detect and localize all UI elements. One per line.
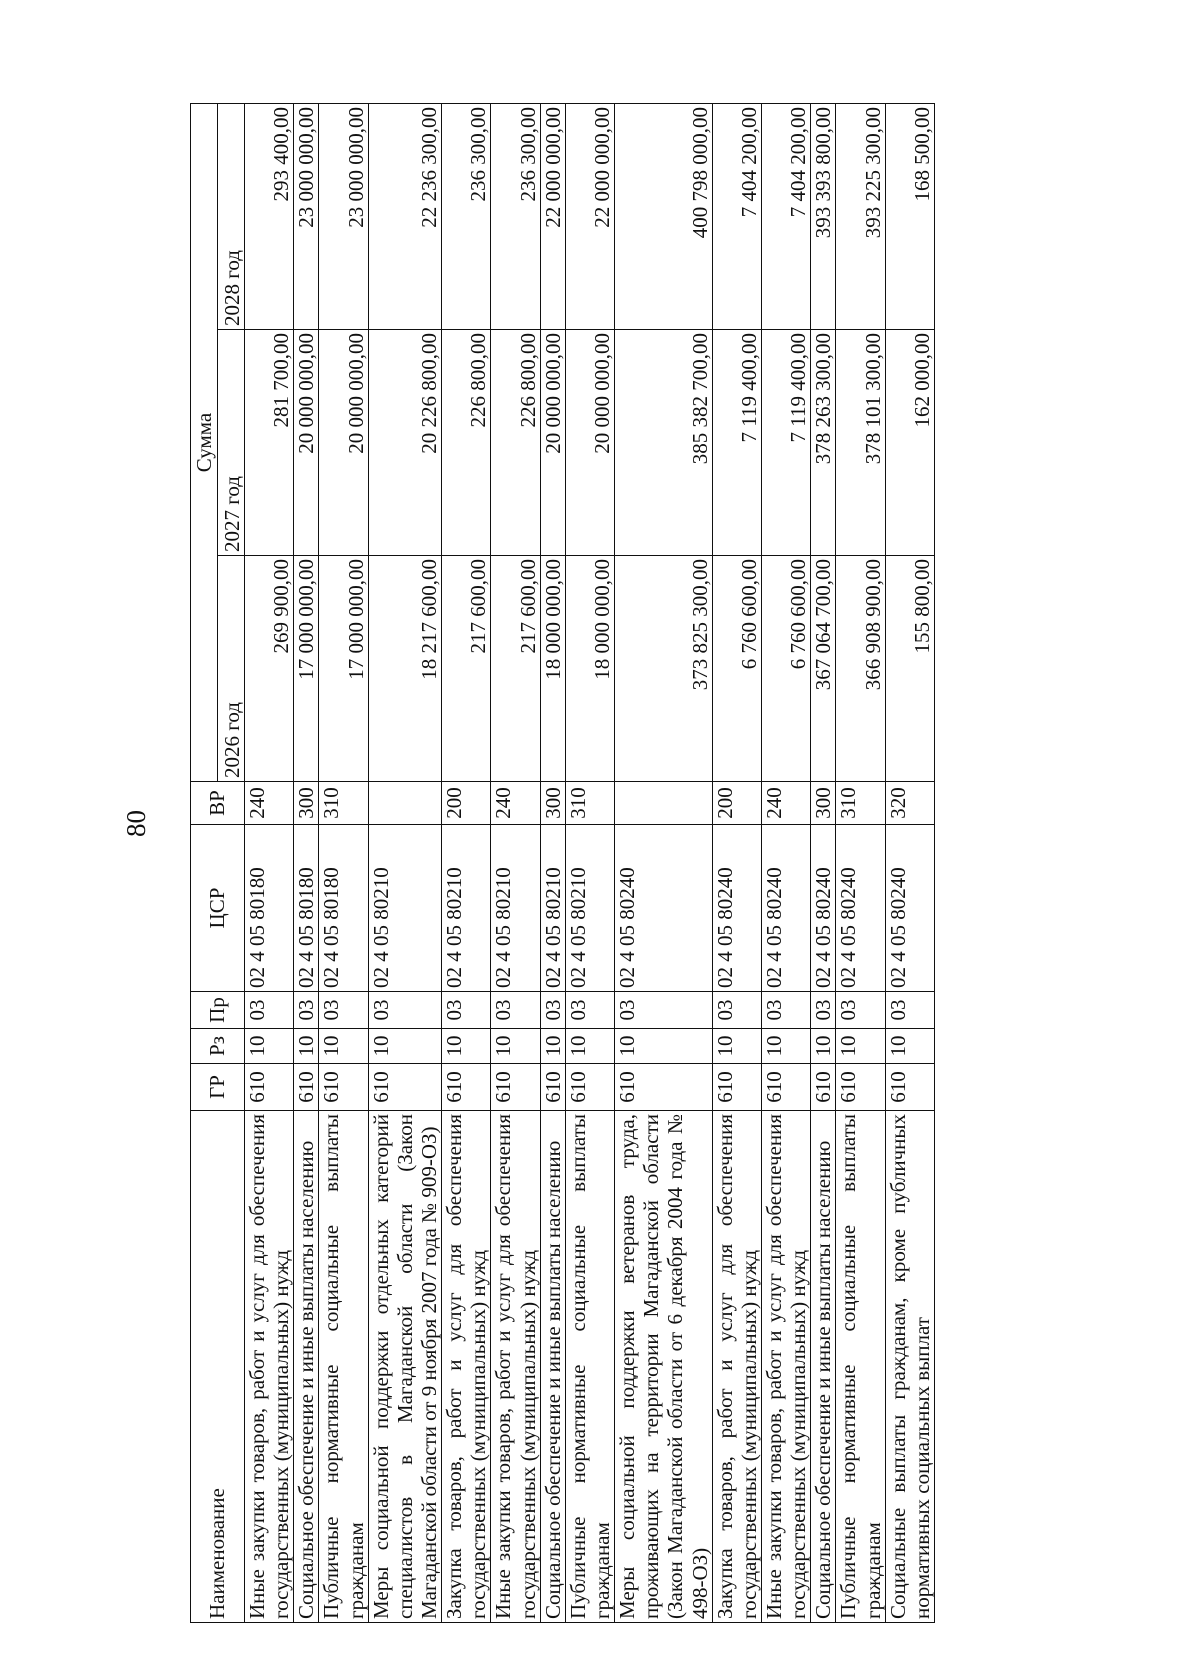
cell-vr: 310	[836, 782, 885, 825]
cell-vr: 200	[712, 782, 761, 825]
cell-2028: 23 000 000,00	[294, 104, 319, 330]
page-number: 80	[121, 810, 151, 837]
cell-vr	[615, 782, 713, 825]
cell-rz: 10	[615, 1029, 713, 1064]
cell-gr: 610	[761, 1064, 810, 1111]
cell-gr: 610	[540, 1064, 565, 1111]
cell-pr: 03	[712, 992, 761, 1029]
cell-2028: 22 000 000,00	[565, 104, 614, 330]
table-row	[712, 104, 761, 1623]
cell-2027: 385 382 700,00	[615, 330, 713, 556]
cell-name: Публичные нормативные социальные выплаты гражданам	[836, 1111, 885, 1623]
cell-2026: 18 217 600,00	[368, 556, 441, 782]
cell-2027: 20 000 000,00	[294, 330, 319, 556]
table-row	[540, 104, 565, 1623]
cell-2026: 217 600,00	[442, 556, 491, 782]
cell-gr: 610	[368, 1064, 441, 1111]
cell-2027: 7 119 400,00	[712, 330, 761, 556]
cell-2028: 168 500,00	[885, 104, 934, 330]
cell-pr: 03	[540, 992, 565, 1029]
cell-pr: 03	[319, 992, 368, 1029]
cell-vr: 240	[491, 782, 540, 825]
cell-pr: 03	[885, 992, 934, 1029]
cell-csr: 02 4 05 80240	[761, 825, 810, 992]
table-row	[245, 104, 294, 1623]
cell-pr: 03	[368, 992, 441, 1029]
table-container	[190, 103, 1010, 1623]
cell-vr: 320	[885, 782, 934, 825]
table-body	[245, 104, 935, 1623]
cell-pr: 03	[442, 992, 491, 1029]
cell-2027: 226 800,00	[442, 330, 491, 556]
cell-vr: 310	[319, 782, 368, 825]
cell-2026: 155 800,00	[885, 556, 934, 782]
header-year-2026: 2026 год	[218, 556, 245, 782]
cell-name: Иные закупки товаров, работ и услуг для обеспечения государственных (муниципальных) нужд	[761, 1111, 810, 1623]
cell-name: Социальные выплаты гражданам, кроме публичных нормативных социальных выплат	[885, 1111, 934, 1623]
cell-gr: 610	[294, 1064, 319, 1111]
cell-2026: 18 000 000,00	[540, 556, 565, 782]
header-rz: Рз	[191, 1029, 245, 1064]
cell-2026: 18 000 000,00	[565, 556, 614, 782]
cell-2026: 217 600,00	[491, 556, 540, 782]
cell-2026: 17 000 000,00	[319, 556, 368, 782]
cell-csr: 02 4 05 80210	[442, 825, 491, 992]
cell-2027: 7 119 400,00	[761, 330, 810, 556]
cell-name: Меры социальной поддержки ветеранов труда, проживающих на территории Магаданской области (Закон Магаданской области от 6 декабря 2004 года № 498-ОЗ)	[615, 1111, 713, 1623]
cell-rz: 10	[761, 1029, 810, 1064]
cell-2028: 236 300,00	[491, 104, 540, 330]
cell-csr: 02 4 05 80240	[885, 825, 934, 992]
cell-name: Социальное обеспечение и иные выплаты населению	[294, 1111, 319, 1623]
header-csr: ЦСР	[191, 825, 245, 992]
table-row	[565, 104, 614, 1623]
cell-2027: 20 000 000,00	[540, 330, 565, 556]
cell-rz: 10	[294, 1029, 319, 1064]
table-row	[368, 104, 441, 1623]
cell-vr: 240	[245, 782, 294, 825]
header-sum: Сумма	[191, 104, 218, 782]
cell-csr: 02 4 05 80210	[540, 825, 565, 992]
table-row	[811, 104, 836, 1623]
cell-csr: 02 4 05 80240	[615, 825, 713, 992]
cell-name: Публичные нормативные социальные выплаты гражданам	[319, 1111, 368, 1623]
cell-2027: 20 226 800,00	[368, 330, 441, 556]
header-gr: ГР	[191, 1064, 245, 1111]
cell-vr: 240	[761, 782, 810, 825]
cell-vr: 300	[294, 782, 319, 825]
cell-vr: 300	[540, 782, 565, 825]
cell-pr: 03	[761, 992, 810, 1029]
cell-2026: 6 760 600,00	[712, 556, 761, 782]
cell-2027: 162 000,00	[885, 330, 934, 556]
cell-gr: 610	[836, 1064, 885, 1111]
table-row	[491, 104, 540, 1623]
cell-2026: 366 908 900,00	[836, 556, 885, 782]
cell-2027: 20 000 000,00	[565, 330, 614, 556]
cell-pr: 03	[294, 992, 319, 1029]
cell-2028: 23 000 000,00	[319, 104, 368, 330]
cell-csr: 02 4 05 80210	[565, 825, 614, 992]
cell-gr: 610	[885, 1064, 934, 1111]
table-row	[836, 104, 885, 1623]
cell-pr: 03	[836, 992, 885, 1029]
cell-rz: 10	[811, 1029, 836, 1064]
cell-rz: 10	[491, 1029, 540, 1064]
cell-rz: 10	[836, 1029, 885, 1064]
cell-2027: 20 000 000,00	[319, 330, 368, 556]
cell-2028: 293 400,00	[245, 104, 294, 330]
cell-rz: 10	[245, 1029, 294, 1064]
cell-pr: 03	[811, 992, 836, 1029]
cell-2026: 269 900,00	[245, 556, 294, 782]
table-row	[442, 104, 491, 1623]
cell-csr: 02 4 05 80240	[811, 825, 836, 992]
cell-name: Социальное обеспечение и иные выплаты населению	[540, 1111, 565, 1623]
cell-gr: 610	[491, 1064, 540, 1111]
header-name: Наименование	[191, 1111, 245, 1623]
header-vr: ВР	[191, 782, 245, 825]
cell-vr: 200	[442, 782, 491, 825]
cell-csr: 02 4 05 80180	[294, 825, 319, 992]
table-header-row	[191, 104, 218, 1623]
cell-csr: 02 4 05 80210	[491, 825, 540, 992]
cell-2026: 367 064 700,00	[811, 556, 836, 782]
cell-csr: 02 4 05 80180	[245, 825, 294, 992]
cell-vr: 310	[565, 782, 614, 825]
cell-2028: 22 236 300,00	[368, 104, 441, 330]
cell-csr: 02 4 05 80180	[319, 825, 368, 992]
cell-name: Закупка товаров, работ и услуг для обеспечения государственных (муниципальных) нужд	[442, 1111, 491, 1623]
cell-2028: 400 798 000,00	[615, 104, 713, 330]
cell-rz: 10	[565, 1029, 614, 1064]
cell-2026: 373 825 300,00	[615, 556, 713, 782]
cell-rz: 10	[368, 1029, 441, 1064]
rotated-table-frame	[190, 103, 1010, 1623]
cell-gr: 610	[245, 1064, 294, 1111]
cell-pr: 03	[565, 992, 614, 1029]
table-row	[615, 104, 713, 1623]
cell-rz: 10	[712, 1029, 761, 1064]
cell-2027: 281 700,00	[245, 330, 294, 556]
cell-csr: 02 4 05 80240	[712, 825, 761, 992]
cell-vr: 300	[811, 782, 836, 825]
cell-name: Иные закупки товаров, работ и услуг для обеспечения государственных (муниципальных) нужд	[491, 1111, 540, 1623]
table-row	[761, 104, 810, 1623]
cell-vr	[368, 782, 441, 825]
cell-name: Меры социальной поддержки отдельных категорий специалистов в Магаданской области (Закон Магаданской области от 9 ноября 2007 года № 909-ОЗ)	[368, 1111, 441, 1623]
table-row	[294, 104, 319, 1623]
cell-2027: 226 800,00	[491, 330, 540, 556]
cell-pr: 03	[615, 992, 713, 1029]
cell-rz: 10	[885, 1029, 934, 1064]
cell-2028: 7 404 200,00	[761, 104, 810, 330]
budget-table	[190, 103, 935, 1623]
header-year-2028: 2028 год	[218, 104, 245, 330]
cell-2028: 236 300,00	[442, 104, 491, 330]
cell-gr: 610	[319, 1064, 368, 1111]
table-row	[319, 104, 368, 1623]
table-row	[885, 104, 934, 1623]
cell-name: Закупка товаров, работ и услуг для обеспечения государственных (муниципальных) нужд	[712, 1111, 761, 1623]
cell-2026: 17 000 000,00	[294, 556, 319, 782]
cell-2028: 22 000 000,00	[540, 104, 565, 330]
cell-gr: 610	[615, 1064, 713, 1111]
cell-name: Публичные нормативные социальные выплаты гражданам	[565, 1111, 614, 1623]
cell-pr: 03	[245, 992, 294, 1029]
cell-rz: 10	[540, 1029, 565, 1064]
cell-rz: 10	[442, 1029, 491, 1064]
cell-2026: 6 760 600,00	[761, 556, 810, 782]
cell-csr: 02 4 05 80240	[836, 825, 885, 992]
header-year-2027: 2027 год	[218, 330, 245, 556]
cell-name: Социальное обеспечение и иные выплаты населению	[811, 1111, 836, 1623]
cell-gr: 610	[565, 1064, 614, 1111]
cell-2028: 7 404 200,00	[712, 104, 761, 330]
cell-2028: 393 225 300,00	[836, 104, 885, 330]
cell-rz: 10	[319, 1029, 368, 1064]
cell-gr: 610	[811, 1064, 836, 1111]
cell-name: Иные закупки товаров, работ и услуг для обеспечения государственных (муниципальных) нужд	[245, 1111, 294, 1623]
cell-gr: 610	[442, 1064, 491, 1111]
cell-2027: 378 263 300,00	[811, 330, 836, 556]
cell-csr: 02 4 05 80210	[368, 825, 441, 992]
cell-pr: 03	[491, 992, 540, 1029]
cell-2027: 378 101 300,00	[836, 330, 885, 556]
cell-gr: 610	[712, 1064, 761, 1111]
cell-2028: 393 393 800,00	[811, 104, 836, 330]
header-pr: Пр	[191, 992, 245, 1029]
